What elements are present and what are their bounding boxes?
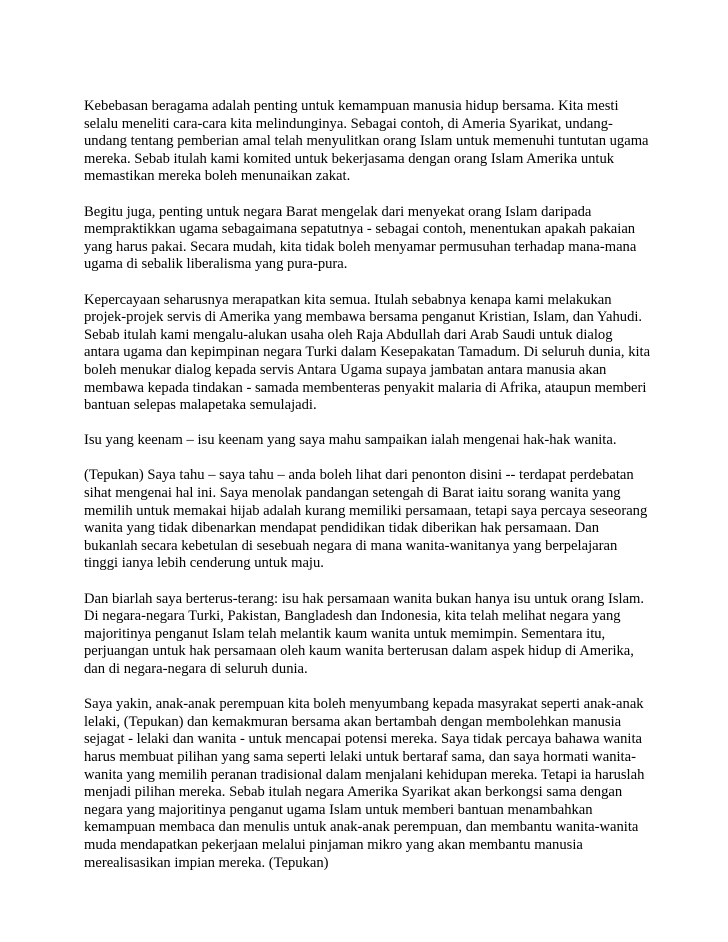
text-line: dan di negara-negara di seluruh dunia.	[84, 661, 308, 677]
text-line: membawa kepada tindakan - samada membenteras penyakit malaria di Afrika, ataupun memberi	[84, 379, 647, 396]
paragraph-3	[84, 291, 651, 415]
text-line: Di negara-negara Turki, Pakistan, Bangladesh dan Indonesia, kita telah melihat negara yang	[84, 608, 621, 625]
text-line: perjuangan untuk hak persamaan oleh kaum wanita berterusan dalam aspek hidup di Amerika,	[84, 643, 634, 660]
paragraph-2	[84, 204, 644, 274]
text-line: mereka. Sebab itulah kami komited untuk bekerjasama dengan orang Islam Amerika untuk	[84, 150, 615, 167]
text-line: ugama di sebalik liberalisma yang pura-pura.	[84, 256, 348, 273]
paragraph-6	[84, 591, 644, 679]
text-line: Dan biarlah saya berterus-terang: isu hak persamaan wanita bukan hanya isu untuk orang Islam.	[84, 590, 645, 607]
text-line: sejagat - lelaki dan wanita - untuk mencapai potensi mereka. Saya tidak percaya bahawa wanita	[84, 731, 642, 748]
text-line: muda mendapatkan pekerjaan melalui pinjaman mikro yang akan membantu manusia	[84, 836, 583, 853]
document-page	[84, 98, 651, 890]
text-line: Isu yang keenam – isu keenam yang saya mahu sampaikan ialah mengenai hak-hak wanita.	[84, 432, 617, 449]
text-line: memilih untuk memakai hijab adalah kurang memiliki persamaan, tetapi saya percaya seseorang	[84, 502, 648, 519]
text-line: kemampuan membaca dan menulis untuk anak-anak perempuan, dan membantu wanita-wanita	[84, 819, 639, 836]
text-line: tinggi ianya lebih cenderung untuk maju.	[84, 555, 324, 572]
text-line: selalu meneliti cara-cara kita melindunginya. Sebagai contoh, di Ameria Syarikat, undang-	[84, 115, 613, 132]
text-line: Saya yakin, anak-anak perempuan kita boleh menyumbang kepada masyrakat seperti anak-anak	[84, 696, 644, 713]
text-line: majoritinya penganut Islam telah melantik kaum wanita untuk memimpin. Sementara itu,	[84, 625, 606, 642]
text-line: wanita yang tidak dibenarkan mendapat pendidikan tidak diberikan hak persamaan. Dan	[84, 520, 600, 537]
text-line: projek-projek servis di Amerika yang membawa bersama penganut Kristian, Islam, dan Yahudi.	[84, 309, 643, 326]
text-line: (Tepukan) Saya tahu – saya tahu – anda boleh lihat dari penonton disini -- terdapat perdebatan	[84, 467, 634, 484]
text-line: menjadi pilihan mereka. Sebab itulah negara Amerika Syarikat akan berkongsi sama dengan	[84, 784, 623, 801]
text-line: harus membuat pilihan yang sama seperti lelaki untuk bertaraf sama, dan saya hormati wanita-	[84, 748, 636, 765]
text-line: Begitu juga, penting untuk negara Barat mengelak dari menyekat orang Islam daripada	[84, 203, 592, 220]
text-line: bukanlah secara kebetulan di sesebuah negara di mana wanita-wanitanya yang berpelajaran	[84, 537, 618, 554]
text-line: undang tentang pemberian amal telah menyulitkan orang Islam untuk memenuhi tuntutan ugama	[84, 133, 649, 150]
text-line: mempraktikkan ugama sebagaimana sepatutnya - sebagai contoh, menentukan apakah pakaian	[84, 221, 636, 238]
text-line: Kebebasan beragama adalah penting untuk kemampuan manusia hidup bersama. Kita mesti	[84, 98, 619, 114]
text-line: memastikan mereka boleh menunaikan zakat.	[84, 168, 351, 185]
paragraph-1	[84, 98, 649, 186]
text-line: sihat mengenai hal ini. Saya menolak pandangan setengah di Barat iaitu sorang wanita yang	[84, 485, 621, 502]
paragraph-7	[84, 696, 644, 872]
text-line: yang harus pakai. Secara mudah, kita tidak boleh menyamar permusuhan terhadap mana-mana	[84, 238, 637, 255]
text-line: merealisasikan impian mereka. (Tepukan)	[84, 854, 329, 871]
text-line: negara yang majoritinya penganut ugama Islam untuk memberi bantuan menambahkan	[84, 801, 593, 818]
paragraph-5	[84, 467, 648, 573]
text-line: Sebab itulah kami mengalu-alukan usaha oleh Raja Abdullah dari Arab Saudi untuk dialog	[84, 326, 613, 343]
paragraph-4	[84, 432, 644, 450]
text-line: boleh menukar dialog kepada servis Antara Ugama supaya jambatan antara manusia akan	[84, 361, 607, 378]
text-line: lelaki, (Tepukan) dan kemakmuran bersama akan bertambah dengan membolehkan manusia	[84, 713, 622, 730]
text-line: bantuan selepas malapetaka semulajadi.	[84, 397, 317, 414]
text-line: Kepercayaan seharusnya merapatkan kita semua. Itulah sebabnya kenapa kami melakukan	[84, 291, 612, 308]
text-line: antara ugama dan kepimpinan negara Turki dalam Kesepakatan Tamadum. Di seluruh dunia, kita	[84, 344, 651, 361]
text-line: wanita yang memilih peranan tradisional dalam menjalani kehidupan mereka. Tetapi ia haruslah	[84, 766, 645, 783]
